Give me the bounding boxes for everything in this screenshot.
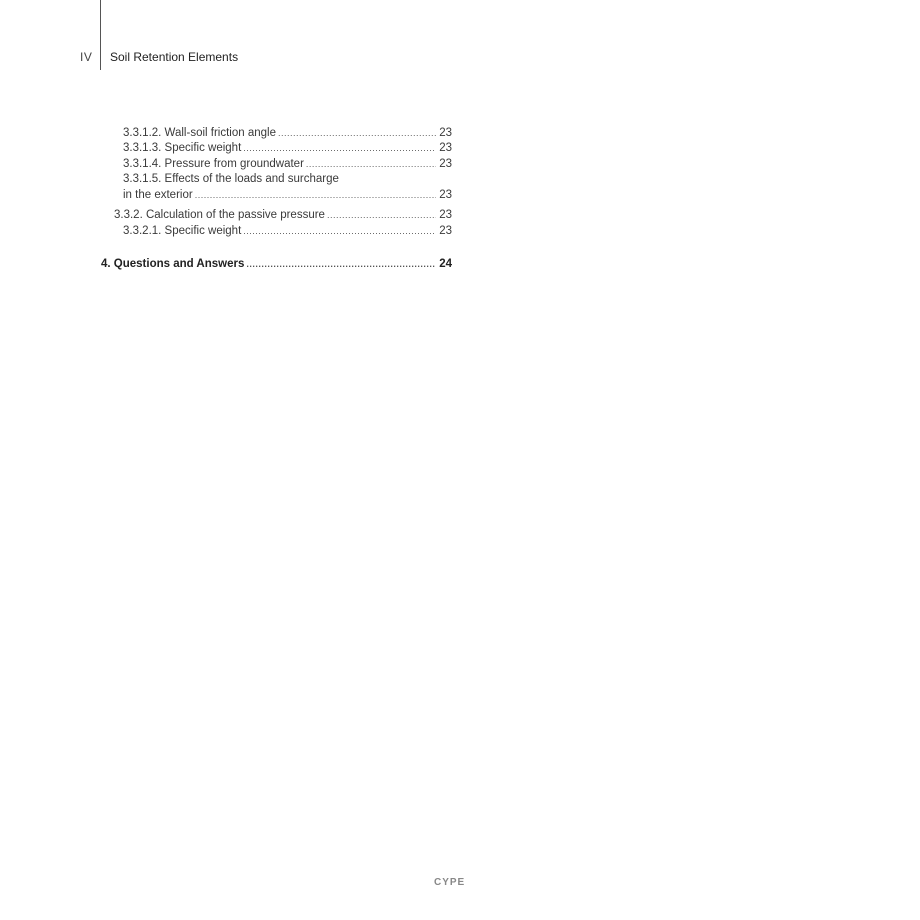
toc-entry-page: 23	[439, 127, 452, 139]
toc-entry[interactable]	[123, 188, 452, 202]
toc-entry-page: 23	[439, 209, 452, 221]
toc-entry-text: 3.3.1.4. Pressure from groundwater	[123, 158, 304, 170]
toc-entry[interactable]	[123, 224, 452, 238]
toc-entry-text: 3.3.2.1. Specific weight	[123, 225, 242, 237]
toc-entry-text: 3.3.1.5. Effects of the loads and surcharge	[123, 173, 339, 185]
toc-entry-text: 3.3.2. Calculation of the passive pressure	[114, 209, 325, 221]
toc-entry-page: 23	[439, 158, 452, 170]
toc-entry-page: 23	[439, 142, 452, 154]
toc-dot-leader	[195, 188, 437, 202]
toc-entry[interactable]	[123, 172, 452, 186]
toc-entry-text: in the exterior	[123, 189, 193, 201]
toc-dot-leader	[306, 157, 436, 171]
toc-entry-page: 23	[439, 189, 452, 201]
toc-dot-leader	[243, 141, 436, 155]
footer-brand: CYPE	[434, 877, 466, 888]
toc-dot-leader	[327, 208, 436, 222]
toc-entry[interactable]	[123, 157, 452, 171]
toc-entry-page: 24	[439, 258, 452, 270]
toc-dot-leader	[246, 257, 436, 271]
header-divider	[100, 0, 101, 70]
page-number: IV	[80, 50, 93, 64]
toc-entry-text: 4. Questions and Answers	[101, 258, 245, 270]
running-header-title: Soil Retention Elements	[110, 50, 239, 64]
toc-chapter-entry[interactable]	[101, 257, 452, 271]
toc-entry-text: 3.3.1.2. Wall-soil friction angle	[123, 127, 276, 139]
toc-entry[interactable]	[123, 141, 452, 155]
toc-dot-leader	[278, 126, 436, 140]
toc-entry[interactable]	[114, 208, 452, 222]
toc-entry-page: 23	[439, 225, 452, 237]
toc-entry-text: 3.3.1.3. Specific weight	[123, 142, 242, 154]
toc-entry[interactable]	[123, 126, 452, 140]
toc-dot-leader	[243, 224, 436, 238]
